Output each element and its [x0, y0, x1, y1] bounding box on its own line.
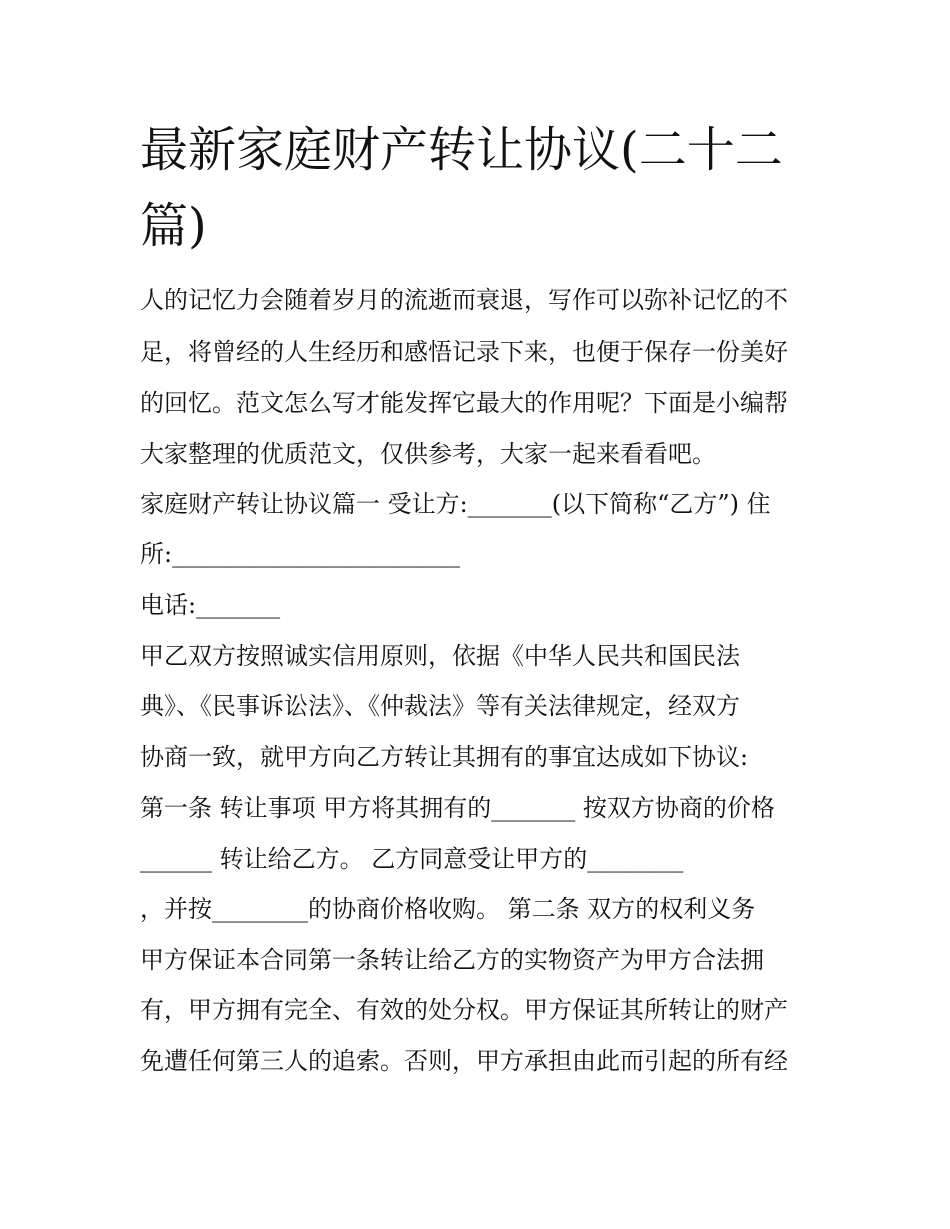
- body-line: 甲乙双方按照诚实信用原则，依据《中华人民共和国民法: [140, 642, 740, 670]
- body-line: 有，甲方拥有完全、有效的处分权。甲方保证其所转让的财产: [140, 996, 788, 1024]
- body-line: ，并按________的协商价格收购。 第二条 双方的权利义务: [140, 895, 756, 923]
- body-line: 大家整理的优质范文，仅供参考，大家一起来看看吧。: [140, 440, 716, 468]
- body-line: 典》、《民事诉讼法》、《仲裁法》等有关法律规定，经双方: [140, 692, 740, 720]
- body-line: 所:________________________: [140, 540, 461, 568]
- body-line: 足，将曾经的人生经历和感悟记录下来，也便于保存一份美好: [140, 338, 788, 366]
- body-line: 电话:_______: [140, 591, 281, 619]
- body-line: 家庭财产转让协议篇一 受让方:_______(以下简称“乙方”) 住: [140, 490, 771, 518]
- body-line: 的回忆。范文怎么写才能发挥它最大的作用呢？下面是小编帮: [140, 389, 788, 417]
- body-line: 甲方保证本合同第一条转让给乙方的实物资产为甲方合法拥: [140, 946, 764, 974]
- body-line: 第一条 转让事项 甲方将其拥有的_______ 按双方协商的价格: [140, 794, 775, 822]
- body-line: 免遭任何第三人的追索。否则，甲方承担由此而引起的所有经: [140, 1047, 788, 1075]
- body-line: 协商一致，就甲方向乙方转让其拥有的事宜达成如下协议:: [140, 743, 749, 771]
- document-title: 最新家庭财产转让协议(二十二篇): [140, 122, 783, 254]
- body-line: 人的记忆力会随着岁月的流逝而衰退，写作可以弥补记忆的不: [140, 286, 788, 314]
- body-line: ______ 转让给乙方。 乙方同意受让甲方的________: [140, 845, 684, 873]
